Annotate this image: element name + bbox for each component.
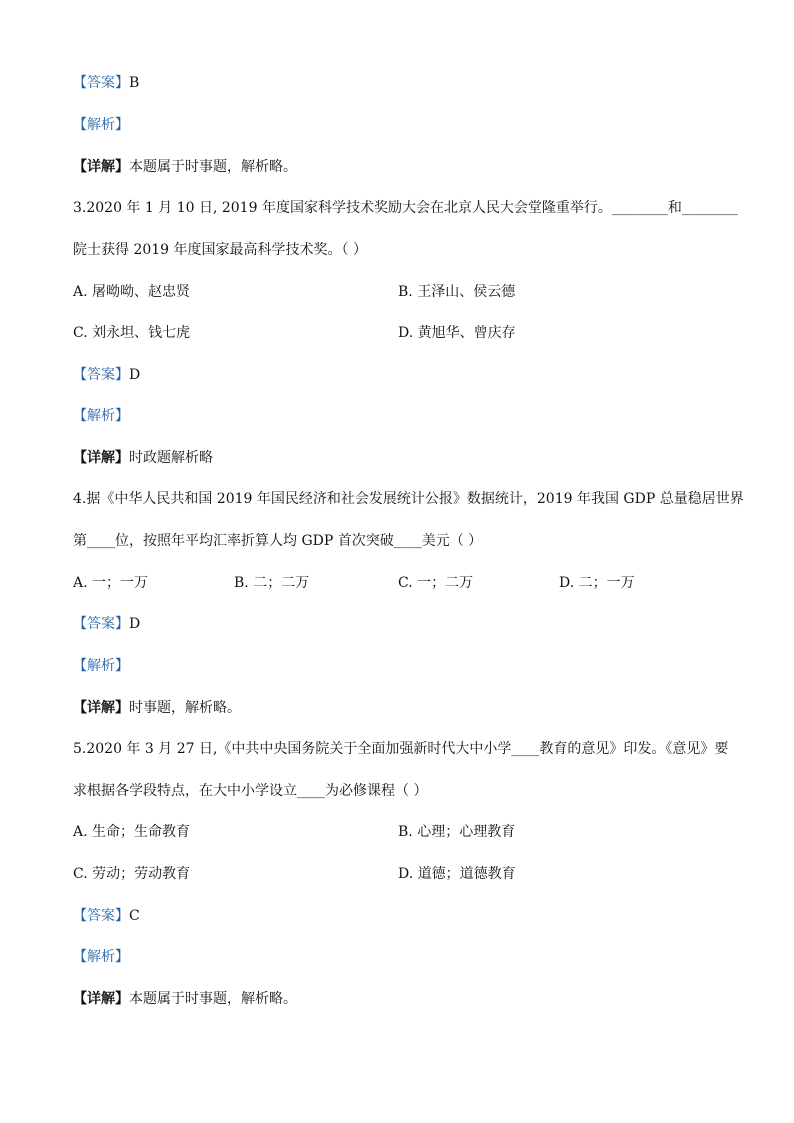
- detail-tag: 【详解】: [73, 450, 129, 466]
- q4-answer-line: [73, 615, 140, 633]
- q3-detail: 时政题解析略: [129, 450, 213, 466]
- analysis-tag: 【解析】: [73, 658, 129, 674]
- detail-tag: 【详解】: [73, 700, 129, 716]
- q5-detail: 本题属于时事题，解析略。: [129, 991, 297, 1007]
- q5-stem-line1: 5.2020 年 3 月 27 日,《中共中央国务院关于全面加强新时代大中小学____教育的意见》印发。《意见》要: [73, 741, 729, 757]
- answer-tag: 【答案】: [73, 367, 129, 383]
- q2-detail: 本题属于时事题，解析略。: [129, 159, 297, 175]
- q4-answer: D: [129, 616, 141, 632]
- q3-option-c: C. 刘永坦、钱七虎: [73, 325, 191, 341]
- detail-tag: 【详解】: [73, 991, 129, 1007]
- q5-answer: C: [129, 908, 140, 924]
- q2-answer: B: [129, 75, 140, 91]
- q4-option-c: C. 一；二万: [398, 575, 474, 591]
- q5-answer-line: [73, 907, 140, 925]
- analysis-tag: 【解析】: [73, 949, 129, 965]
- q3-option-a: A. 屠呦呦、赵忠贤: [73, 284, 191, 300]
- q3-stem-line1: 3.2020 年 1 月 10 日, 2019 年度国家科学技术奖励大会在北京人民大会堂隆重举行。________和________: [73, 200, 738, 216]
- q3-option-d: D. 黄旭华、曾庆存: [398, 325, 516, 341]
- q5-detail-line: [73, 990, 297, 1008]
- q4-detail: 时事题，解析略。: [129, 700, 241, 716]
- q2-detail-line: [73, 158, 297, 176]
- answer-tag: 【答案】: [73, 616, 129, 632]
- q3-option-b: B. 王泽山、侯云德: [398, 284, 516, 300]
- q2-analysis-line: [73, 116, 129, 134]
- q5-analysis-line: [73, 948, 129, 966]
- q2-answer-line: [73, 74, 139, 92]
- q5-option-a: A. 生命；生命教育: [73, 824, 191, 840]
- q3-stem-line2: 院士获得 2019 年度国家最高科学技术奖。（ ）: [73, 242, 367, 258]
- q5-option-b: B. 心理；心理教育: [398, 824, 516, 840]
- q4-option-a: A. 一；一万: [73, 575, 149, 591]
- q5-stem-line2: 求根据各学段特点，在大中小学设立____为必修课程（ ）: [73, 783, 428, 799]
- q3-answer-line: [73, 366, 140, 384]
- q5-option-d: D. 道德；道德教育: [398, 866, 516, 882]
- answer-tag: 【答案】: [73, 908, 129, 924]
- q4-stem-line1: 4.据《中华人民共和国 2019 年国民经济和社会发展统计公报》数据统计，2019 年我国 GDP 总量稳居世界: [73, 491, 744, 507]
- q3-analysis-line: [73, 407, 129, 425]
- q3-detail-line: [73, 449, 213, 467]
- q4-option-d: D. 二；一万: [559, 575, 635, 591]
- q4-detail-line: [73, 699, 241, 717]
- analysis-tag: 【解析】: [73, 408, 129, 424]
- detail-tag: 【详解】: [73, 159, 129, 175]
- q4-option-b: B. 二；二万: [234, 575, 310, 591]
- q4-stem-line2: 第____位，按照年平均汇率折算人均 GDP 首次突破____美元（ ）: [73, 533, 483, 549]
- q3-answer: D: [129, 367, 141, 383]
- answer-tag: 【答案】: [73, 75, 129, 91]
- analysis-tag: 【解析】: [73, 117, 129, 133]
- q5-option-c: C. 劳动；劳动教育: [73, 866, 191, 882]
- q4-analysis-line: [73, 657, 129, 675]
